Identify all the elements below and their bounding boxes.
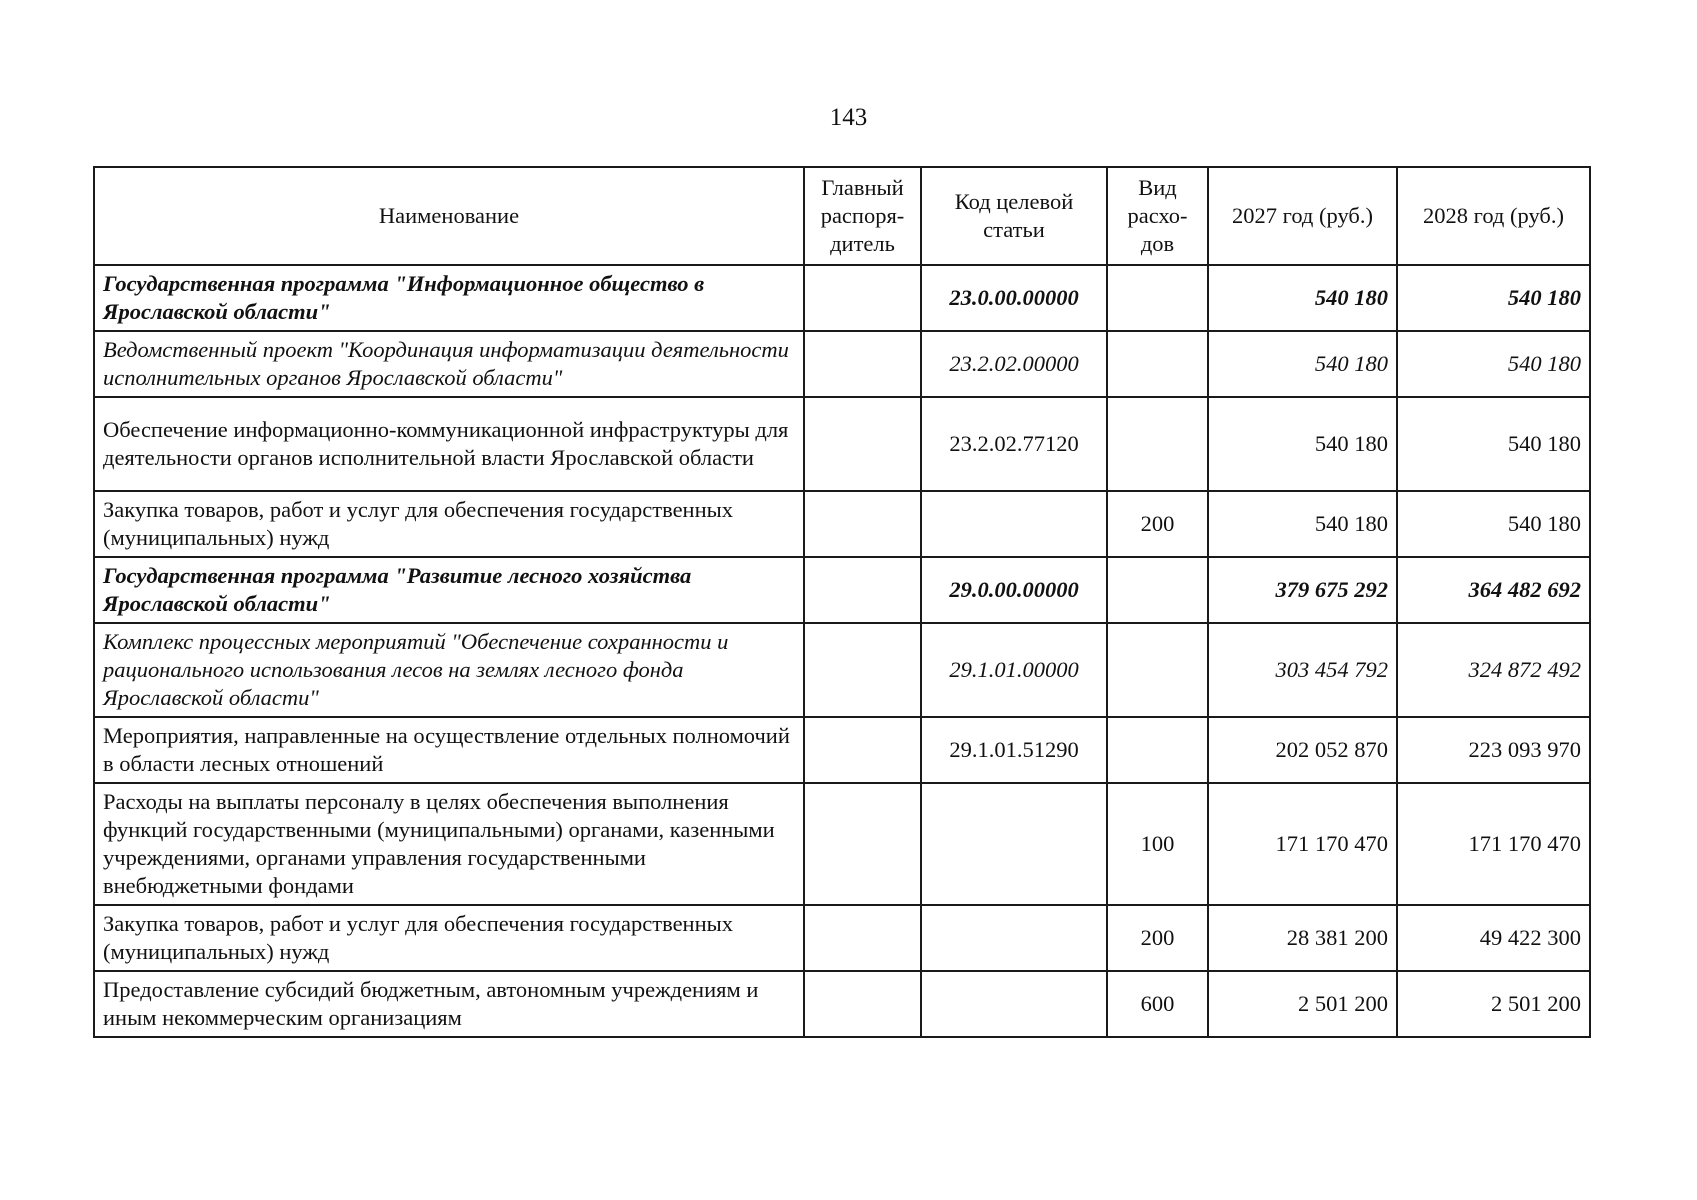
row-amount-2028: 49 422 300 [1397,905,1590,971]
row-manager [804,717,921,783]
row-expense-type [1107,397,1208,491]
row-code [921,491,1107,557]
row-amount-2027: 28 381 200 [1208,905,1397,971]
row-amount-2027: 540 180 [1208,397,1397,491]
row-code [921,783,1107,905]
row-name: Закупка товаров, работ и услуг для обеспечения государственных (муниципальных) нужд [94,491,804,557]
row-amount-2028: 171 170 470 [1397,783,1590,905]
row-expense-type [1107,557,1208,623]
table-row [94,783,1590,905]
header-code: Код целевой статьи [921,167,1107,265]
row-amount-2027: 303 454 792 [1208,623,1397,717]
table-row [94,331,1590,397]
row-name: Мероприятия, направленные на осуществление отдельных полномочий в области лесных отношений [94,717,804,783]
row-manager [804,397,921,491]
row-manager [804,905,921,971]
row-code: 23.2.02.77120 [921,397,1107,491]
row-manager [804,491,921,557]
row-code [921,905,1107,971]
row-amount-2027: 379 675 292 [1208,557,1397,623]
row-expense-type: 600 [1107,971,1208,1037]
row-amount-2028: 2 501 200 [1397,971,1590,1037]
row-amount-2027: 540 180 [1208,491,1397,557]
row-expense-type: 100 [1107,783,1208,905]
row-manager [804,331,921,397]
row-code: 23.0.00.00000 [921,265,1107,331]
row-manager [804,557,921,623]
table-row [94,397,1590,491]
row-amount-2027: 540 180 [1208,331,1397,397]
row-name: Предоставление субсидий бюджетным, автономным учреждениям и иным некоммерческим организациям [94,971,804,1037]
row-expense-type [1107,623,1208,717]
row-manager [804,265,921,331]
header-year-2027: 2027 год (руб.) [1208,167,1397,265]
header-name: Наименование [94,167,804,265]
row-manager [804,783,921,905]
row-amount-2028: 540 180 [1397,265,1590,331]
row-amount-2028: 540 180 [1397,491,1590,557]
table-header-row [94,167,1590,265]
row-amount-2028: 540 180 [1397,331,1590,397]
row-name: Расходы на выплаты персоналу в целях обеспечения выполнения функций государственными (муниципальными) органами, казенными учреждениями, органами управления государственными внебюджетными фондами [94,783,804,905]
table-row [94,905,1590,971]
row-expense-type [1107,265,1208,331]
row-code [921,971,1107,1037]
row-amount-2028: 540 180 [1397,397,1590,491]
row-amount-2027: 2 501 200 [1208,971,1397,1037]
table-row [94,557,1590,623]
row-code: 29.1.01.51290 [921,717,1107,783]
row-name: Комплекс процессных мероприятий "Обеспечение сохранности и рационального использования лесов на землях лесного фонда Ярославской области" [94,623,804,717]
row-code: 23.2.02.00000 [921,331,1107,397]
header-expense-type: Вид расхо-дов [1107,167,1208,265]
row-expense-type: 200 [1107,491,1208,557]
header-manager: Главный распоря-дитель [804,167,921,265]
row-name: Государственная программа "Информационное общество в Ярославской области" [94,265,804,331]
row-name: Закупка товаров, работ и услуг для обеспечения государственных (муниципальных) нужд [94,905,804,971]
row-amount-2028: 324 872 492 [1397,623,1590,717]
row-manager [804,623,921,717]
table-row [94,717,1590,783]
row-code: 29.0.00.00000 [921,557,1107,623]
row-amount-2027: 171 170 470 [1208,783,1397,905]
row-code: 29.1.01.00000 [921,623,1107,717]
row-expense-type: 200 [1107,905,1208,971]
row-name: Обеспечение информационно-коммуникационной инфраструктуры для деятельности органов исполнительной власти Ярославской области [94,397,804,491]
row-amount-2028: 223 093 970 [1397,717,1590,783]
table-row [94,491,1590,557]
row-amount-2027: 540 180 [1208,265,1397,331]
header-year-2028: 2028 год (руб.) [1397,167,1590,265]
row-name: Государственная программа "Развитие лесного хозяйства Ярославской области" [94,557,804,623]
table-row [94,971,1590,1037]
table-row [94,265,1590,331]
page-number: 143 [829,104,868,131]
row-amount-2028: 364 482 692 [1397,557,1590,623]
row-amount-2027: 202 052 870 [1208,717,1397,783]
row-expense-type [1107,717,1208,783]
table-row [94,623,1590,717]
row-expense-type [1107,331,1208,397]
row-name: Ведомственный проект "Координация информатизации деятельности исполнительных органов Ярославской области" [94,331,804,397]
budget-table [93,166,1591,1038]
row-manager [804,971,921,1037]
